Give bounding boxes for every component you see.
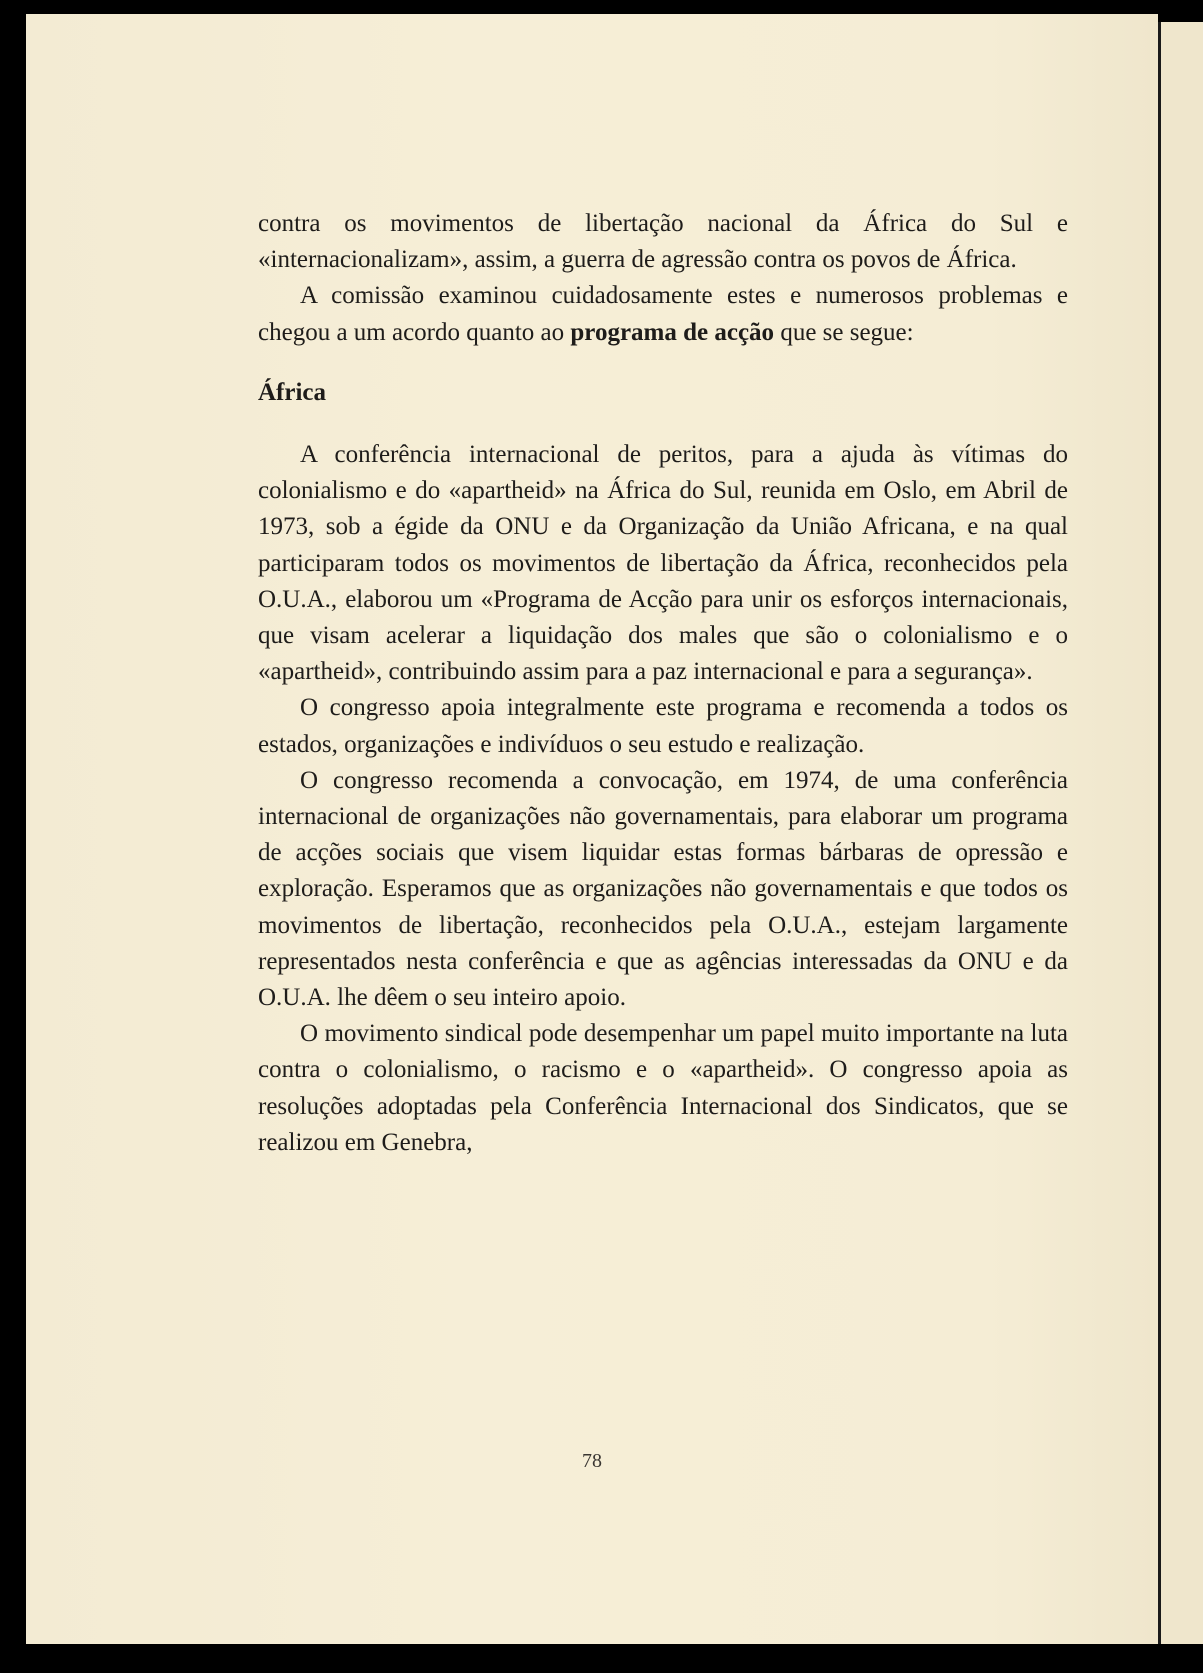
action-programme-bold: programa de acção (570, 318, 775, 346)
book-page (26, 14, 1158, 1644)
paragraph-6: O movimento sindical pode desempenhar um papel muito importante na luta contra o colonialismo, o racismo e o «apartheid». O congresso apoia as resoluções adoptadas pela Conferência Internacional dos Sindicatos, que se realizou em Genebra, (258, 1020, 1068, 1156)
paragraph-1: contra os movimentos de libertação nacional da África do Sul e «internacionalizam», assim, a guerra de agressão contra os povos de África. (258, 210, 1068, 274)
body-text (258, 206, 1068, 1161)
paragraph-2-text-start: A comissão examinou cuidadosamente estes e numerosos problemas e chegou a um acordo quanto ao (258, 282, 1068, 346)
paragraph-4: O congresso apoia integralmente este programa e recomenda a todos os estados, organizações e indivíduos o seu estudo e realização. (258, 694, 1068, 758)
adjacent-page-edge (1158, 22, 1203, 1644)
section-heading-africa: África (258, 378, 327, 406)
paragraph-3: A conferência internacional de peritos, para a ajuda às vítimas do colonialismo e do «apartheid» na África do Sul, reunida em Oslo, em Abril de 1973, sob a égide da ONU e da Organização da União Africana, e na qual participaram todos os movimentos de libertação da África, reconhecidos pela O.U.A., elaborou um «Programa de Acção para unir os esforços internacionais, que visam acelerar a liquidação dos males que são o colonialismo e o «apartheid», contribuindo assim para a paz internacional e para a segurança». (258, 441, 1068, 686)
paragraph-2-text-end: que se segue: (774, 318, 914, 346)
page-number: 78 (582, 1450, 602, 1472)
paragraph-5: O congresso recomenda a convocação, em 1974, de uma conferência internacional de organizações não governamentais, para elaborar um programa de acções sociais que visem liquidar estas formas bárbaras de opressão e exploração. Esperamos que as organizações não governamentais e que todos os movimentos de libertação, reconhecidos pela O.U.A., estejam largamente representados nesta conferência e que as agências interessadas da ONU e da O.U.A. lhe dêem o seu inteiro apoio. (258, 766, 1068, 1012)
paragraph-2 (258, 278, 1068, 350)
